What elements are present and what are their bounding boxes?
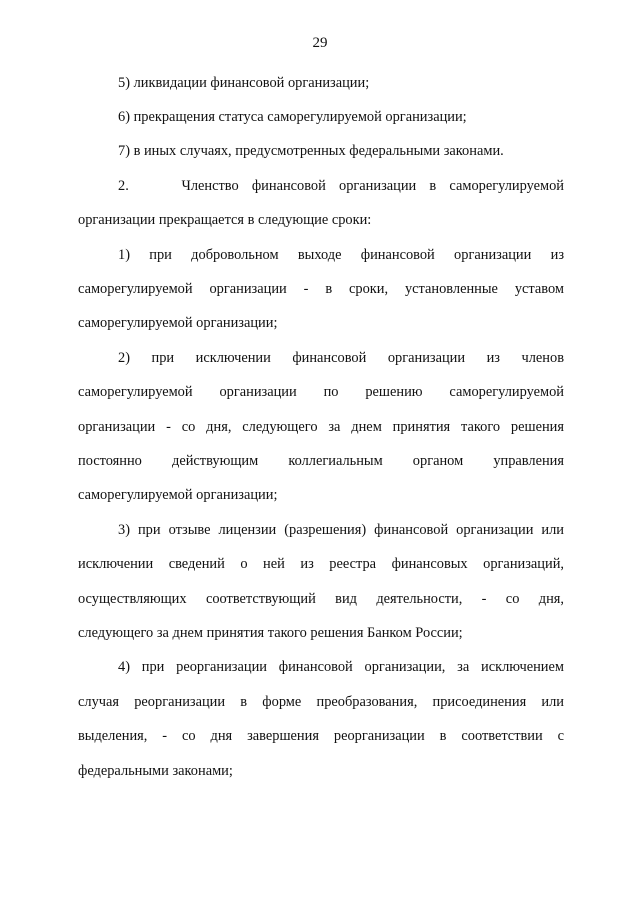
text-line: 5) ликвидации финансовой организации; — [118, 75, 370, 91]
text-line: 4) при реорганизации финансовой организации, за исключением — [118, 659, 564, 675]
text-line: 2. Членство финансовой организации в саморегулируемой — [118, 178, 564, 194]
text-line: осуществляющих соответствующий вид деятельности, - со дня, — [78, 591, 564, 607]
text-line: 2) при исключении финансовой организации из членов — [118, 350, 564, 366]
text-line: саморегулируемой организации; — [78, 315, 278, 331]
text-line: саморегулируемой организации; — [78, 487, 278, 503]
text-line: исключении сведений о ней из реестра финансовых организаций, — [78, 556, 564, 572]
text-line: 6) прекращения статуса саморегулируемой организации; — [118, 109, 467, 125]
text-line: 3) при отзыве лицензии (разрешения) финансовой организации или — [118, 522, 564, 538]
text-line: случая реорганизации в форме преобразования, присоединения или — [78, 694, 564, 710]
text-line: саморегулируемой организации по решению саморегулируемой — [78, 384, 564, 400]
text-line: организации прекращается в следующие сроки: — [78, 212, 372, 228]
text-line: следующего за днем принятия такого решения Банком России; — [78, 625, 463, 641]
text-line: 7) в иных случаях, предусмотренных федеральными законами. — [118, 143, 504, 159]
text-line: организации - со дня, следующего за днем принятия такого решения — [78, 419, 564, 435]
text-line: саморегулируемой организации - в сроки, установленные уставом — [78, 281, 564, 297]
text-line: федеральными законами; — [78, 763, 233, 779]
text-line: 1) при добровольном выходе финансовой организации из — [118, 247, 564, 263]
text-line: выделения, - со дня завершения реорганизации в соответствии с — [78, 728, 564, 744]
text-line: постоянно действующим коллегиальным органом управления — [78, 453, 564, 469]
page-number: 29 — [312, 35, 328, 51]
